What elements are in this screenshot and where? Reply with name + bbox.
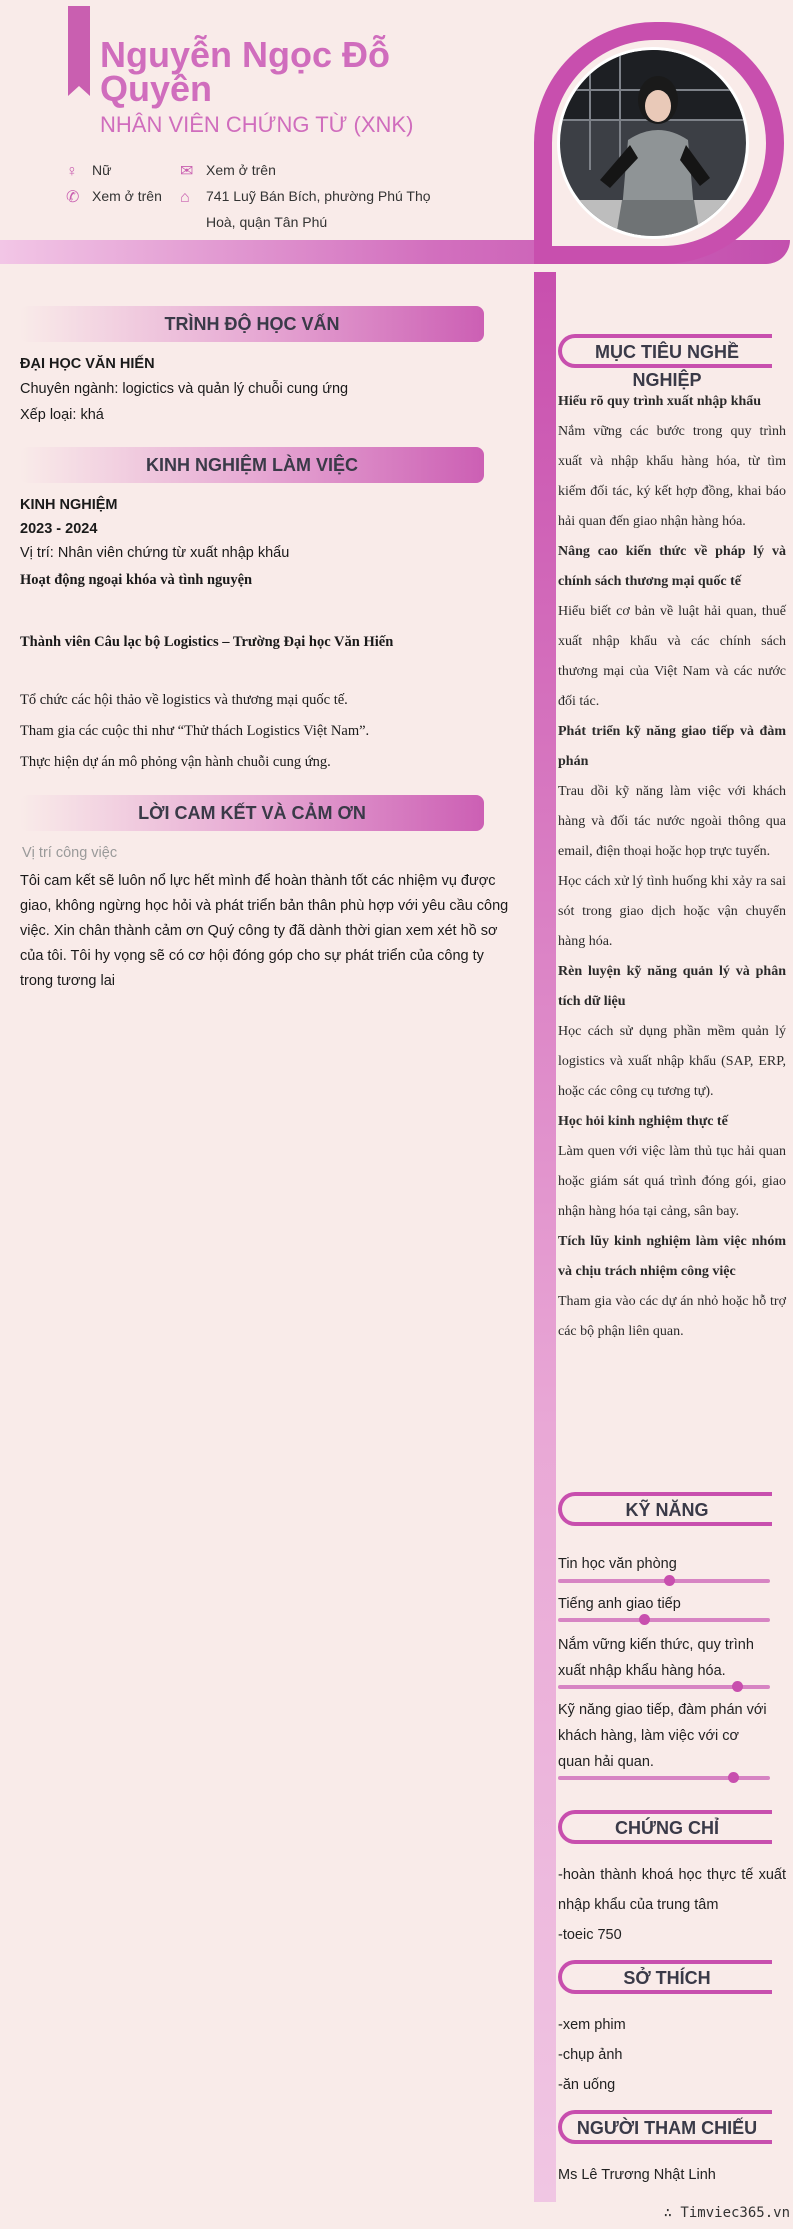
experience-period: 2023 - 2024 xyxy=(20,521,98,537)
education-header: TRÌNH ĐỘ HỌC VẤN xyxy=(20,306,484,342)
commitment-subtitle: Vị trí công việc xyxy=(22,845,118,861)
avatar-photo-icon xyxy=(560,50,746,236)
objective-heading: Học hỏi kinh nghiệm thực tế xyxy=(558,1114,728,1129)
skill-label: Nắm vững kiến thức, quy trình xuất nhập khẩu hàng hóa. xyxy=(558,1637,754,1679)
reference-name: Ms Lê Trương Nhật Linh xyxy=(558,2167,716,2183)
skill-label: Tin học văn phòng xyxy=(558,1556,677,1572)
certificate-item: -toeic 750 xyxy=(558,1927,622,1943)
watermark: ∴ Timviec365.vn xyxy=(663,2205,790,2221)
grade: Xếp loại: khá xyxy=(20,407,104,423)
whatsapp-icon: ✆ xyxy=(66,189,80,206)
skill-label: Kỹ năng giao tiếp, đàm phán với khách hàng, làm việc với cơ quan hải quan. xyxy=(558,1702,767,1770)
certificates-header: CHỨNG CHỈ xyxy=(558,1810,772,1844)
experience-header: KINH NGHIỆM LÀM VIỆC xyxy=(20,447,484,483)
objective-text: Làm quen với việc làm thủ tục hải quan hoặc giám sát quá trình đóng gói, giao nhận hàng hóa tại cảng, sân bay. xyxy=(558,1144,786,1219)
objective-text: Học cách xử lý tình huống khi xảy ra sai sót trong giao dịch hoặc vận chuyển hàng hóa. xyxy=(558,874,786,949)
references-header: NGƯỜI THAM CHIẾU xyxy=(558,2110,772,2144)
experience-heading: KINH NGHIỆM xyxy=(20,497,118,513)
right-column-line xyxy=(534,272,556,2202)
job-title: NHÂN VIÊN CHỨNG TỪ (XNK) xyxy=(100,112,414,137)
commitment-text: Tôi cam kết sẽ luôn nổ lực hết mình để hoàn thành tốt các nhiệm vụ được giao, không ngừng học hỏi và phát triển bản thân phù hợp với yêu cầu công việc. Xin chân thành cảm ơn Quý công ty đã dành thời gian xem xét hồ sơ của tôi. Tôi hy vọng sẽ có cơ hội đóng góp cho sự phát triển của công ty trong tương lai xyxy=(20,873,509,989)
gender-value: Nữ xyxy=(92,162,112,178)
skill-level-knob xyxy=(664,1575,675,1586)
gender-icon: ♀ xyxy=(66,163,78,180)
candidate-name: Nguyễn Ngọc Đỗ Quyên xyxy=(100,34,391,109)
bookmark-ribbon xyxy=(68,6,90,86)
objective-heading: Nâng cao kiến thức về pháp lý và chính sách thương mại quốc tế xyxy=(558,544,786,589)
activity-title: Hoạt động ngoại khóa và tình nguyện xyxy=(20,572,253,588)
commitment-header: LỜI CAM KẾT VÀ CẢM ƠN xyxy=(20,795,484,831)
avatar xyxy=(560,50,746,236)
address-info xyxy=(180,183,436,235)
objective-heading: Rèn luyện kỹ năng quản lý và phân tích dữ liệu xyxy=(558,964,786,1009)
hobby-item: -chụp ảnh xyxy=(558,2047,623,2063)
activity-item: Tổ chức các hội thảo về logistics và thương mại quốc tế. xyxy=(20,692,348,708)
skill-level-knob xyxy=(732,1681,743,1692)
certificate-item: -hoàn thành khoá học thực tế xuất nhập khẩu của trung tâm xyxy=(558,1867,786,1913)
hobby-item: -xem phim xyxy=(558,2017,626,2033)
activity-item: Thực hiện dự án mô phỏng vận hành chuỗi cung ứng. xyxy=(20,754,331,770)
objective-text: Tham gia vào các dự án nhỏ hoặc hỗ trợ các bộ phận liên quan. xyxy=(558,1294,786,1339)
objectives-header: MỤC TIÊU NGHỀ NGHIỆP xyxy=(558,334,772,368)
objective-text: Nắm vững các bước trong quy trình xuất và nhập khẩu hàng hóa, từ tìm kiếm đối tác, ký kết hợp đồng, khai báo hải quan đến giao nhận hàng hóa. xyxy=(558,424,786,529)
experience-position: Vị trí: Nhân viên chứng từ xuất nhập khẩu xyxy=(20,545,290,561)
skill-level-knob xyxy=(728,1772,739,1783)
activity-item: Tham gia các cuộc thi như “Thử thách Logistics Việt Nam”. xyxy=(20,723,370,739)
email-info xyxy=(180,157,276,183)
skill-label: Tiếng anh giao tiếp xyxy=(558,1596,681,1612)
club-membership: Thành viên Câu lạc bộ Logistics – Trường Đại học Văn Hiến xyxy=(20,634,394,650)
skill-bar xyxy=(558,1579,770,1583)
skill-bar xyxy=(558,1776,770,1780)
gender-info xyxy=(66,157,112,183)
skill-bar xyxy=(558,1685,770,1689)
school-name: ĐẠI HỌC VĂN HIẾN xyxy=(20,356,155,372)
objective-text: Học cách sử dụng phần mềm quản lý logistics và xuất nhập khẩu (SAP, ERP, hoặc các công cụ tương tự). xyxy=(558,1024,786,1099)
objective-heading: Hiểu rõ quy trình xuất nhập khẩu xyxy=(558,394,762,409)
objective-text: Trau dồi kỹ năng làm việc với khách hàng và đối tác nước ngoài thông qua email, điện thoại hoặc họp trực tuyến. xyxy=(558,784,786,859)
skills-header: KỸ NĂNG xyxy=(558,1492,772,1526)
envelope-icon: ✉ xyxy=(180,163,194,180)
objectives-list xyxy=(558,387,786,1347)
phone-info xyxy=(66,183,162,209)
address-value: 741 Luỹ Bán Bích, phường Phú Thọ Hoà, quận Tân Phú xyxy=(206,188,431,230)
watermark-text: Timviec365.vn xyxy=(680,2205,790,2221)
skill-bar xyxy=(558,1618,770,1622)
email-value: Xem ở trên xyxy=(206,162,276,178)
major: Chuyên ngành: logictics và quản lý chuỗi cung ứng xyxy=(20,381,349,397)
objective-heading: Phát triển kỹ năng giao tiếp và đàm phán xyxy=(558,724,786,769)
hobby-item: -ăn uống xyxy=(558,2077,616,2093)
objective-heading: Tích lũy kinh nghiệm làm việc nhóm và chịu trách nhiệm công việc xyxy=(558,1234,786,1279)
skill-level-knob xyxy=(639,1614,650,1625)
objective-text: Hiểu biết cơ bản về luật hải quan, thuế xuất nhập khẩu và các chính sách thương mại của Việt Nam và các nước đối tác. xyxy=(558,604,786,709)
phone-value: Xem ở trên xyxy=(92,188,162,204)
home-icon: ⌂ xyxy=(180,189,190,206)
hobbies-header: SỞ THÍCH xyxy=(558,1960,772,1994)
